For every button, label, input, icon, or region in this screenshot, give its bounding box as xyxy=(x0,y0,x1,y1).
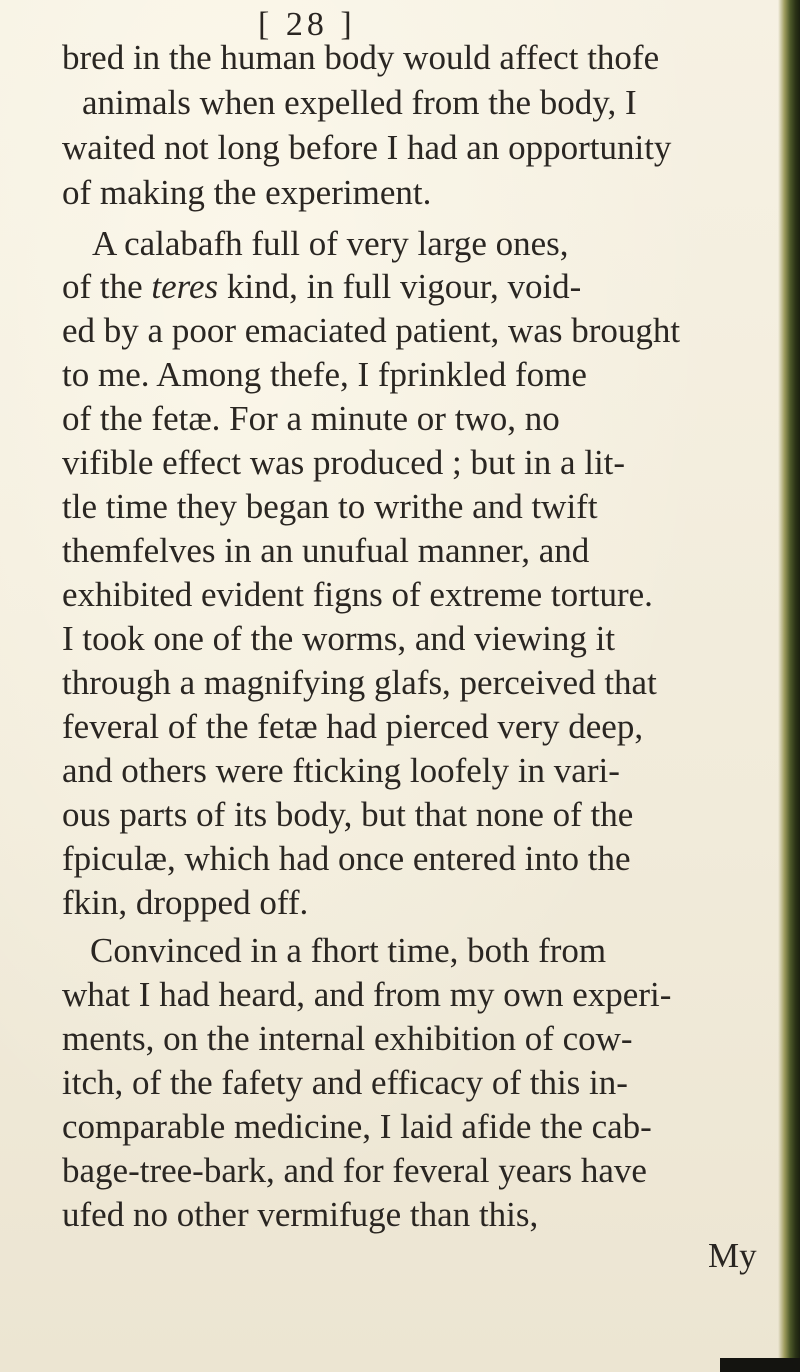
text-line: bred in the human body would affect thofe xyxy=(62,38,660,77)
text-line: itch, of the fafety and efficacy of this in- xyxy=(62,1063,628,1102)
text-line: what I had heard, and from my own experi- xyxy=(62,975,672,1014)
text-line: themfelves in an unufual manner, and xyxy=(62,531,590,570)
text-line: I took one of the worms, and viewing it xyxy=(62,619,616,658)
text-line: ed by a poor emaciated patient, was brought xyxy=(62,311,681,350)
text-line: ments, on the internal exhibition of cow- xyxy=(62,1019,633,1058)
page-number: [ 28 ] xyxy=(258,6,356,43)
text-line: waited not long before I had an opportunity xyxy=(62,128,672,167)
italic-term: teres xyxy=(151,267,219,306)
text-line: animals when expelled from the body, I xyxy=(82,83,637,122)
page-corner-shadow xyxy=(720,1358,800,1372)
text-line: bage-tree-bark, and for feveral years have xyxy=(62,1151,647,1190)
text-line: through a magnifying glafs, perceived that xyxy=(62,663,657,702)
text-line: and others were fticking loofely in vari- xyxy=(62,751,620,790)
text-line: comparable medicine, I laid afide the cab- xyxy=(62,1107,652,1146)
text-span: of the xyxy=(62,267,152,306)
text-line: fkin, dropped off. xyxy=(62,883,309,922)
text-line: fpiculæ, which had once entered into the xyxy=(62,839,631,878)
catchword: My xyxy=(708,1236,757,1275)
text-line xyxy=(62,264,581,309)
text-line: ous parts of its body, but that none of the xyxy=(62,795,634,834)
page-edge-shadow xyxy=(778,0,800,1372)
text-line: of the fetæ. For a minute or two, no xyxy=(62,399,560,438)
text-span: kind, in full vigour, void- xyxy=(218,267,582,306)
text-line: to me. Among thefe, I fprinkled fome xyxy=(62,355,587,394)
text-line: ufed no other vermifuge than this, xyxy=(62,1195,539,1234)
text-line: of making the experiment. xyxy=(62,173,432,212)
text-line: exhibited evident figns of extreme torture. xyxy=(62,575,653,614)
text-line: A calabafh full of very large ones, xyxy=(92,224,569,263)
text-line: Convinced in a fhort time, both from xyxy=(90,931,607,970)
text-line: tle time they began to writhe and twift xyxy=(62,487,598,526)
text-line: feveral of the fetæ had pierced very deep, xyxy=(62,707,644,746)
text-line: vifible effect was produced ; but in a lit- xyxy=(62,443,626,482)
